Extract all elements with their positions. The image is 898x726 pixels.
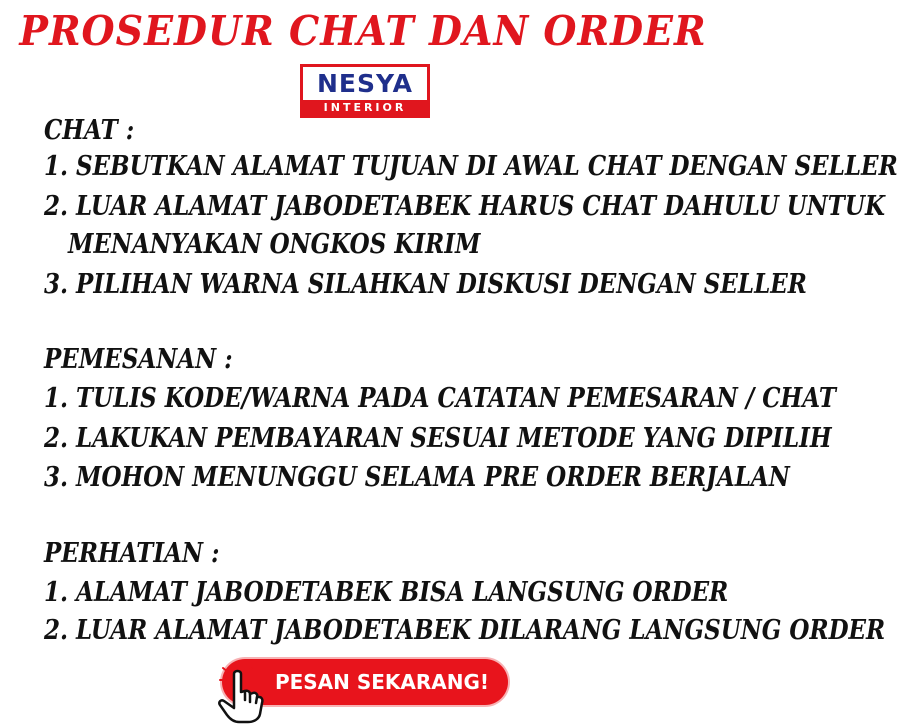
logo-brand-text: NESYA: [316, 69, 414, 98]
perhatian-line-1: 1. ALAMAT JABODETABEK BISA LANGSUNG ORDER: [44, 576, 729, 608]
chat-line-2: 2. LUAR ALAMAT JABODETABEK HARUS CHAT DAHULU UNTUK: [44, 190, 885, 222]
chat-line-2-continued: MENANYAKAN ONGKOS KIRIM: [68, 228, 481, 260]
perhatian-line-2: 2. LUAR ALAMAT JABODETABEK DILARANG LANGSUNG ORDER: [44, 614, 886, 646]
pemesanan-line-3: 3. MOHON MENUNGGU SELAMA PRE ORDER BERJALAN: [44, 461, 790, 493]
chat-heading: CHAT :: [44, 114, 135, 146]
pemesanan-line-2: 2. LAKUKAN PEMBAYARAN SESUAI METODE YANG DIPILIH: [44, 422, 832, 454]
pemesanan-line-1: 1. TULIS KODE/WARNA PADA CATATAN PEMESARAN / CHAT: [44, 382, 836, 414]
perhatian-heading: PERHATIAN :: [44, 537, 220, 569]
pemesanan-heading: PEMESANAN :: [44, 343, 233, 375]
page-title: PROSEDUR CHAT DAN ORDER: [19, 6, 707, 55]
logo-sub-text: INTERIOR: [303, 100, 427, 115]
order-now-label: PESAN SEKARANG!: [274, 670, 490, 694]
chat-line-3: 3. PILIHAN WARNA SILAHKAN DISKUSI DENGAN SELLER: [44, 268, 807, 300]
brand-logo: [300, 64, 430, 118]
chat-line-1: 1. SEBUTKAN ALAMAT TUJUAN DI AWAL CHAT DENGAN SELLER: [44, 150, 898, 182]
pointing-hand-icon: [212, 664, 268, 724]
